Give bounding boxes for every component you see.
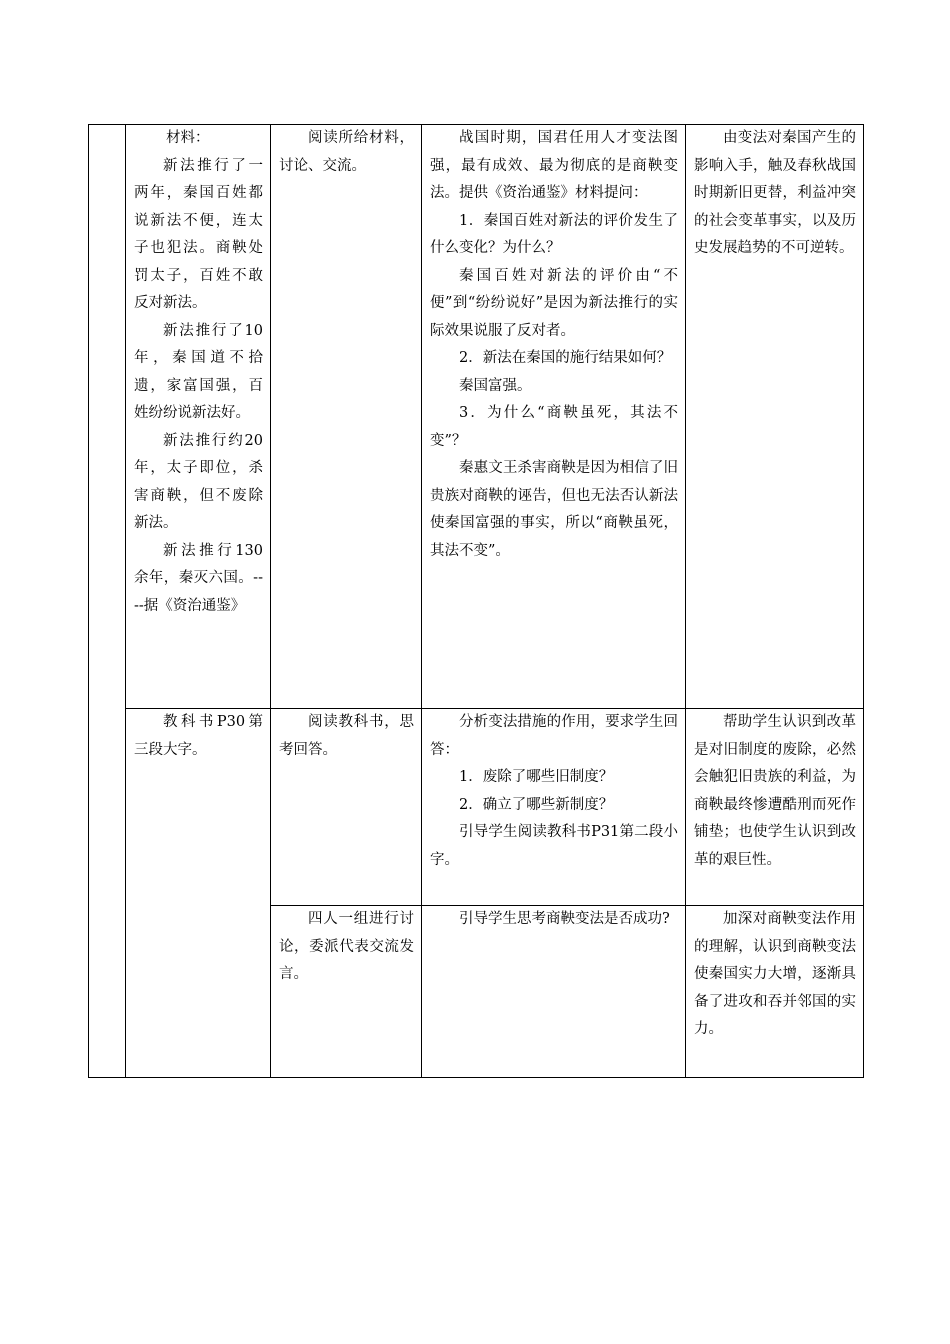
design-intent-cell (686, 906, 864, 1078)
student-activity-cell (271, 125, 422, 709)
teacher-paragraph: 战国时期，国君任用人才变法图强，最有成效、最为彻底的是商鞅变法。提供《资治通鉴》材料提问： (430, 130, 678, 201)
material-cell (126, 709, 271, 1078)
teacher-paragraph: 2．新法在秦国的施行结果如何？ (459, 350, 672, 366)
material-paragraph: 新法推行130余年，秦灭六国。----据《资治通鉴》 (134, 542, 263, 614)
teacher-paragraph: 秦国富强。 (459, 377, 532, 394)
material-heading: 材料： (166, 130, 210, 146)
design-intent-text: 加深对商鞅变法作用的理解，认识到商鞅变法使秦国实力大增，逐渐具备了进攻和吞并邻国的实力。 (694, 911, 856, 1037)
teacher-paragraph: 3．为什么“商鞅虽死，其法不变”？ (430, 405, 678, 449)
teacher-paragraph: 分析变法措施的作用，要求学生回答： (430, 714, 678, 758)
teacher-paragraph: 2．确立了哪些新制度？ (459, 796, 614, 813)
design-intent-cell (686, 125, 864, 709)
material-paragraph: 新法推行了一两年，秦国百姓都说新法不便，连太子也犯法。商鞅处罚太子，百姓不敢反对新法。 (134, 157, 263, 311)
design-intent-text: 帮助学生认识到改革是对旧制度的废除，必然会触犯旧贵族的利益，为商鞅最终惨遭酷刑而死作铺垫；也使学生认识到改革的艰巨性。 (694, 714, 856, 868)
student-activity-text: 四人一组进行讨论，委派代表交流发言。 (279, 911, 414, 982)
teacher-paragraph: 1．废除了哪些旧制度？ (459, 769, 614, 785)
table-row (89, 709, 864, 906)
student-activity-text: 阅读所给材料，讨论、交流。 (279, 130, 414, 174)
teacher-activity-cell (422, 125, 686, 709)
student-activity-cell (271, 906, 422, 1078)
teacher-paragraph: 引导学生思考商鞅变法是否成功? (459, 911, 670, 927)
student-activity-cell (271, 709, 422, 906)
material-paragraph: 新法推行了10年，秦国道不拾遗，家富国强，百姓纷纷说新法好。 (134, 322, 263, 421)
material-cell (126, 125, 271, 709)
teacher-paragraph: 引导学生阅读教科书P31第二段小字。 (430, 824, 678, 868)
table-row (89, 125, 864, 709)
design-intent-cell (686, 709, 864, 906)
teacher-paragraph: 秦惠文王杀害商鞅是因为相信了旧贵族对商鞅的诬告，但也无法否认新法使秦国富强的事实，所以“商鞅虽死，其法不变”。 (430, 460, 678, 559)
section-label-cell (89, 125, 126, 1078)
teacher-activity-cell (422, 709, 686, 906)
teacher-paragraph: 秦国百姓对新法的评价由“不便”到“纷纷说好”是因为新法推行的实际效果说服了反对者。 (430, 267, 678, 339)
teacher-paragraph: 1．秦国百姓对新法的评价发生了什么变化？为什么？ (430, 212, 678, 256)
student-activity-text: 阅读教科书，思考回答。 (279, 714, 414, 758)
material-paragraph: 教科书P30第三段大字。 (134, 714, 263, 758)
material-paragraph: 新法推行约20年，太子即位，杀害商鞅，但不废除新法。 (134, 432, 263, 531)
lesson-plan-table (88, 124, 864, 1078)
teacher-activity-cell (422, 906, 686, 1078)
design-intent-text: 由变法对秦国产生的影响入手，触及春秋战国时期新旧更替，利益冲突的社会变革事实，以及历史发展趋势的不可逆转。 (694, 130, 856, 256)
